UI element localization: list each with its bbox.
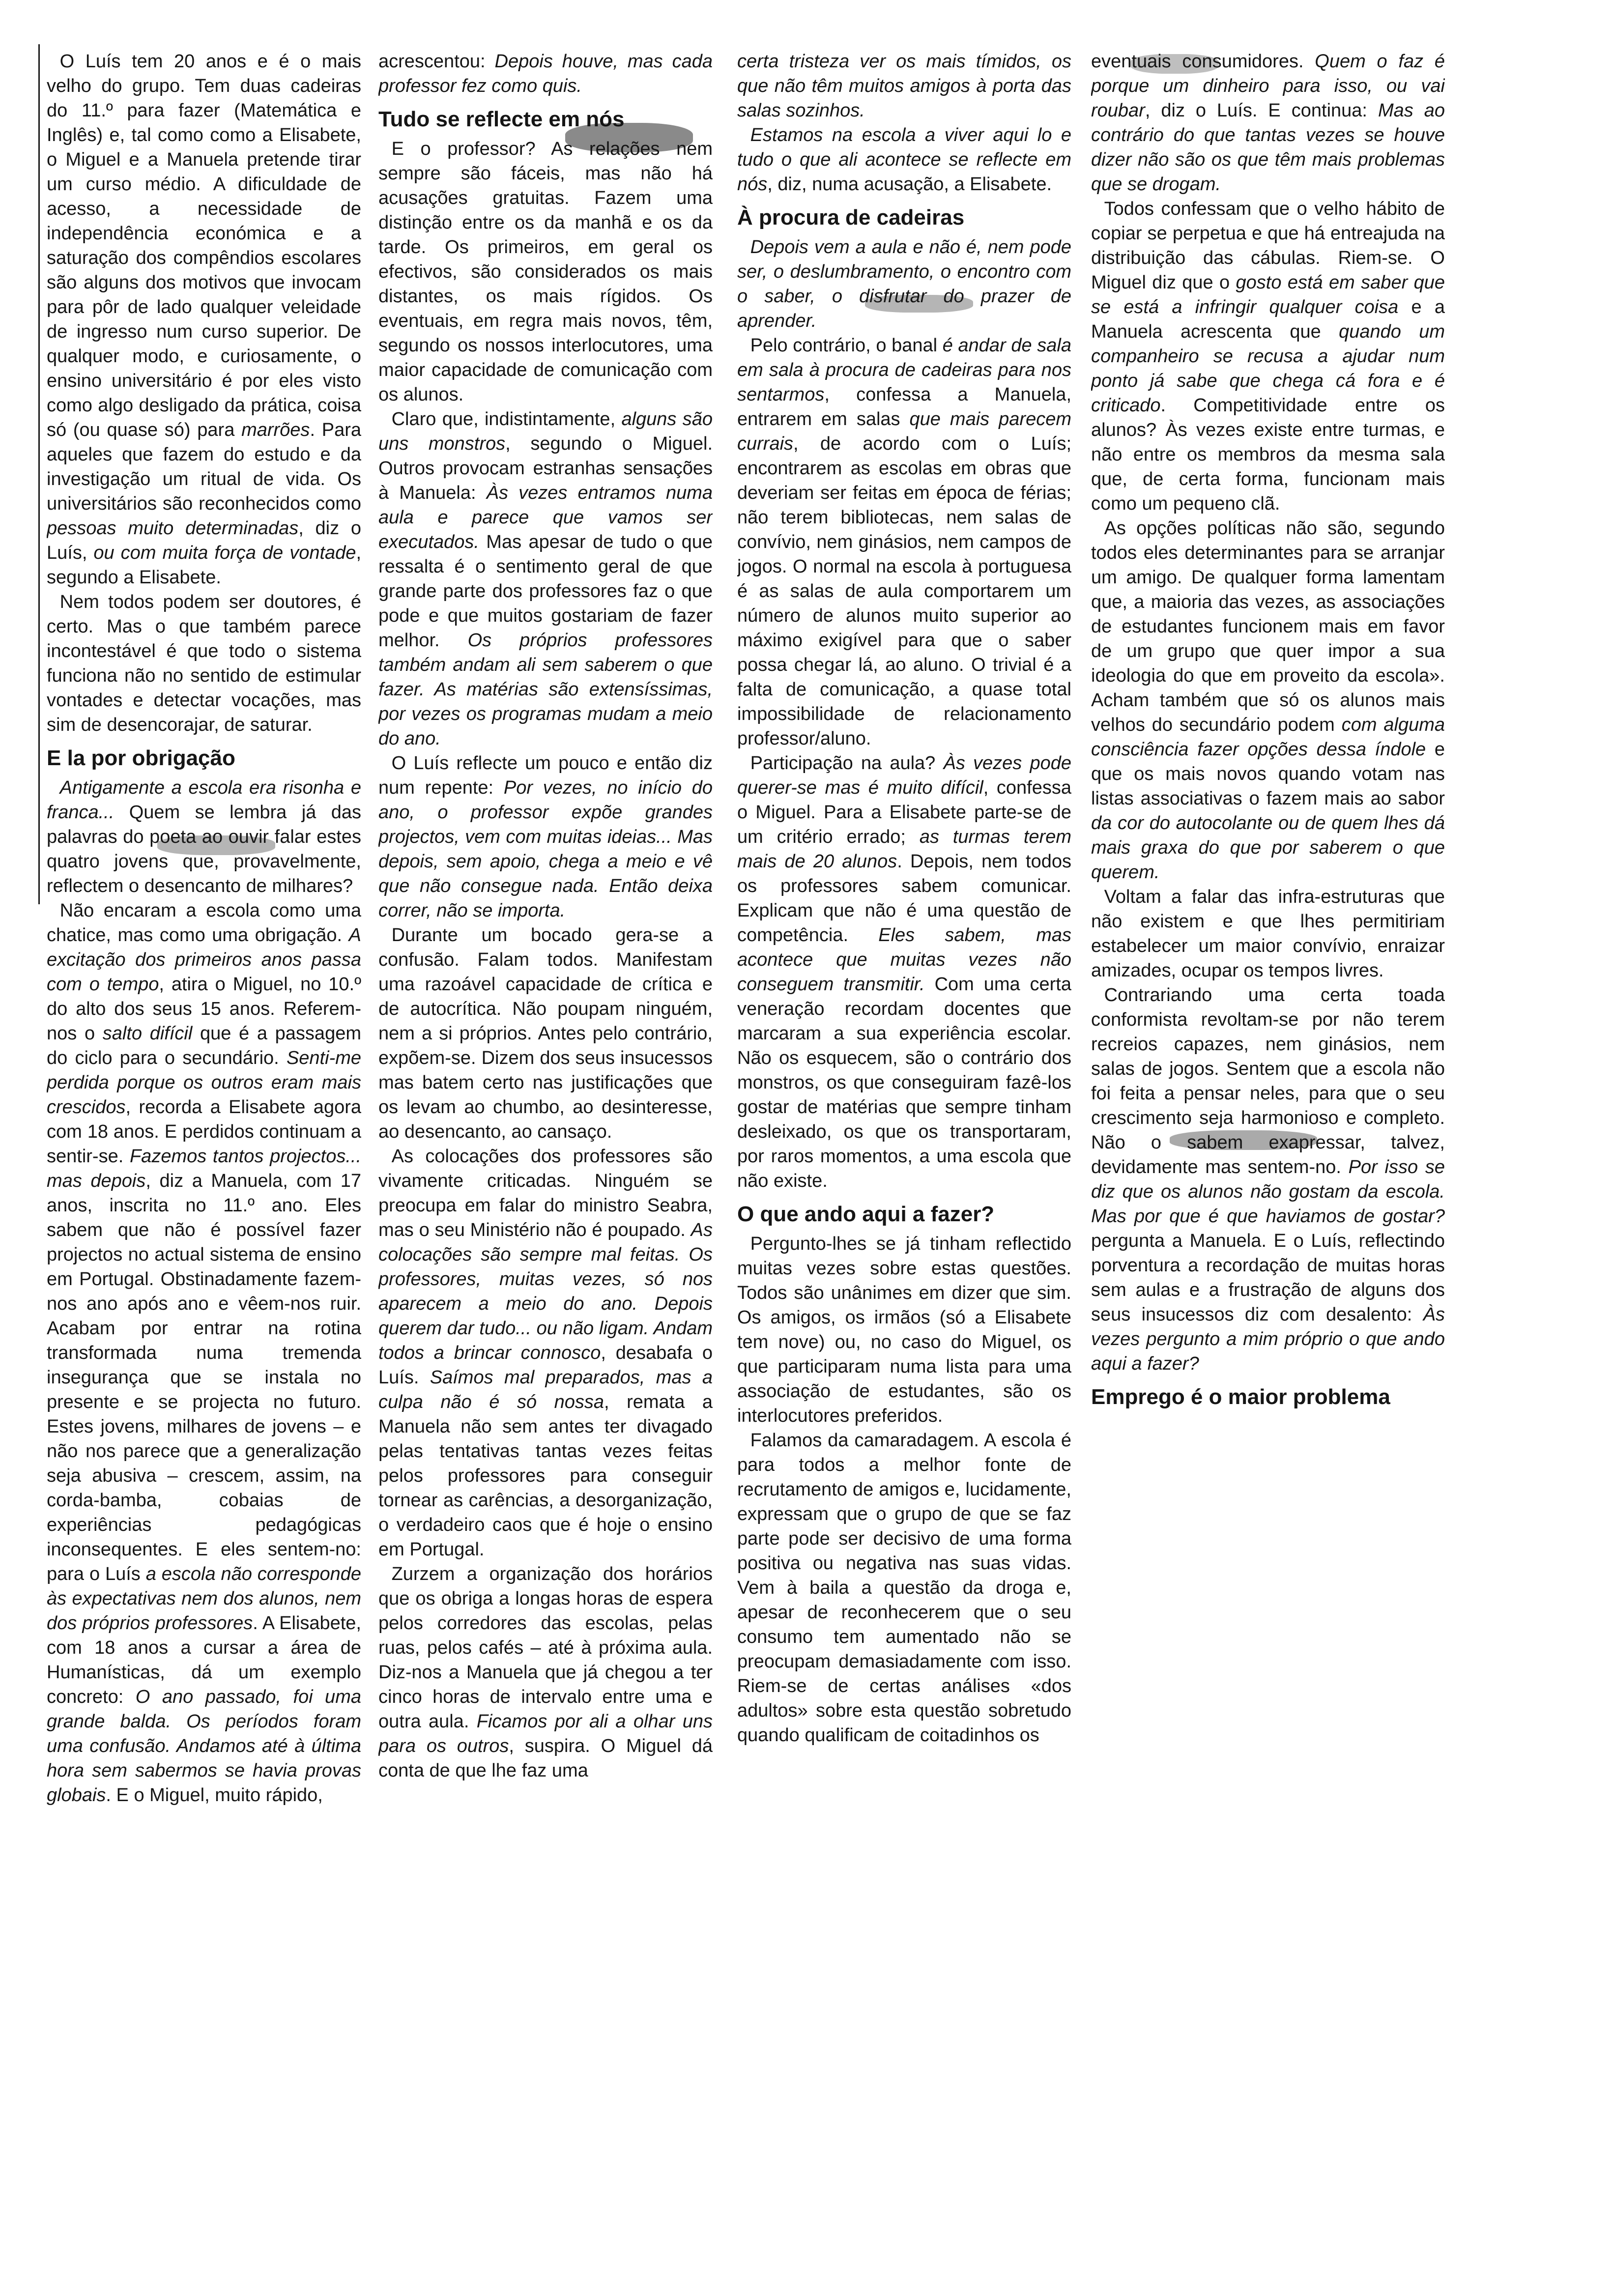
paragraph: Durante um bocado gera-se a confusão. Falam todos. Manifestam uma razoável capacidade de crítica e de autocrítica. Não poupam ninguém, nem a si próprios. Antes pelo contrário, expõem-se. Dizem dos seus insucessos mas batem certo nas justificações que os levam ao chumbo, ao desinteresse, ao desencanto, ao cansaço. xyxy=(378,925,713,1142)
paragraph: Pelo contrário, o banal é andar de sala em sala à procura de cadeiras para nos sentarmos, confessa a Manuela, entrarem em salas que mais parecem currais, de acordo com o Luís; encontrarem as escolas em obras que deveriam ser feitas em época de férias; não terem bibliotecas, nem salas de convívio, nem ginásios, nem campos de jogos. O normal na escola à portuguesa é as salas de aula comportarem um número de alunos muito superior ao máximo exigível para que o saber possa chegar lá, ao aluno. O trivial é a falta de comunicação, a quase total impossibilidade de relacionamento professor/aluno. xyxy=(737,335,1071,749)
paragraph: Contrariando uma certa toada conformista revoltam-se por não terem recreios capazes, nem ginásios, nem salas de jogos. Sentem que a escola não foi feita a pensar neles, para que o seu crescimento seja harmonioso e completo. Não o sabem exapressar, talvez, devidamente mas sentem-no. Por isso se diz que os alunos não gostam da escola. Mas por que é que haviamos de gostar? pergunta a Manuela. E o Luís, reflectindo porventura a recordação de muitas horas sem aulas e a frustração de alguns dos seus insucessos diz com desalento: Às vezes pergunto a mim próprio o que ando aqui a fazer? xyxy=(1091,985,1445,1374)
column-3 xyxy=(737,49,1071,2133)
paragraph: O Luís reflecte um pouco e então diz num repente: Por vezes, no início do ano, o professor expõe grandes projectos, vem com muitas ideias... Mas depois, sem apoio, chega a meio e vê que não consegue nada. Então deixa correr, não se importa. xyxy=(378,753,713,921)
paragraph: certa tristeza ver os mais tímidos, os que não têm muitos amigos à porta das salas sozinhos. xyxy=(737,51,1071,121)
paragraph: As colocações dos professores são vivamente criticadas. Ninguém se preocupa em falar do ministro Seabra, mas o seu Ministério não é poupado. As colocações são sempre mal feitas. Os professores, muitas vezes, só nos aparecem a meio do ano. Depois querem dar tudo... ou não ligam. Andam todos a brincar connosco, desabafa o Luís. Saímos mal preparados, mas a culpa não é só nossa, remata a Manuela não sem antes ter divagado pelas tentativas tantas vezes feitas pelos professores para conseguir tornear as carências, a desorganização, o verdadeiro caos que é hoje o ensino em Portugal. xyxy=(378,1146,713,1560)
paragraph: Zurzem a organização dos horários que os obriga a longas horas de espera pelos corredores das escolas, pelas ruas, pelos cafés – até à próxima aula. Diz-nos a Manuela que já chegou a ter cinco horas de intervalo entre uma e outra aula. Ficamos por ali a olhar uns para os outros, suspira. O Miguel dá conta de que lhe faz uma xyxy=(378,1564,713,1781)
paragraph: Participação na aula? Às vezes pode querer-se mas é muito difícil, confessa o Miguel. Para a Elisabete parte-se de um critério errado; as turmas terem mais de 20 alunos. Depois, nem todos os professores sabem comunicar. Explicam que não é uma questão de competência. Eles sabem, mas acontece que muitas vezes não conseguem transmitir. Com uma certa veneração recordam docentes que marcaram a sua experiência escolar. Não os esquecem, são o contrário dos monstros, os que conseguiram fazê-los gostar de matérias que sempre tinham desleixado, os que os transportaram, por raros momentos, a uma escola que não existe. xyxy=(737,753,1071,1191)
section-heading: À procura de cadeiras xyxy=(737,205,965,230)
paragraph: Antigamente a escola era risonha e franca... Quem se lembra já das palavras do poeta ao ouvir falar estes quatro jovens que, provavelmente, reflectem o desencanto de milhares? xyxy=(47,777,361,896)
paragraph: Nem todos podem ser doutores, é certo. Mas o que também parece incontestável é que todo o sistema funciona não no sentido de estimular vontades e detectar vocações, mas sim de desencorajar, de saturar. xyxy=(47,592,361,735)
column-2 xyxy=(378,49,713,1976)
left-margin-rule xyxy=(38,44,40,904)
section-heading: E la por obrigação xyxy=(47,746,235,770)
section-heading: Emprego é o maior problema xyxy=(1091,1385,1390,1409)
paragraph: E o professor? As relações nem sempre são fáceis, mas não há acusações gratuitas. Fazem uma distinção entre os da manhã e os da tarde. Os primeiros, em geral os efectivos, são considerados os mais distantes, os mais rígidos. Os eventuais, em regra mais novos, têm, segundo os nossos interlocutores, uma maior capacidade de comunicação com os alunos. xyxy=(378,139,713,405)
paragraph: Estamos na escola a viver aqui lo e tudo o que ali acontece se reflecte em nós, diz, numa acusação, a Elisabete. xyxy=(737,125,1071,195)
paragraph: Depois vem a aula e não é, nem pode ser, o deslumbramento, o encontro com o saber, o disfrutar do prazer de aprender. xyxy=(737,237,1071,331)
paragraph: Voltam a falar das infra-estruturas que não existem e que lhes permitiriam estabelecer um maior convívio, enraizar amizades, ocupar os tempos livres. xyxy=(1091,887,1445,981)
paragraph: acrescentou: Depois houve, mas cada professor fez como quis. xyxy=(378,51,713,96)
section-heading: O que ando aqui a fazer? xyxy=(737,1202,995,1226)
section-heading: Tudo se reflecte em nós xyxy=(378,107,625,131)
paragraph: Claro que, indistintamente, alguns são uns monstros, segundo o Miguel. Outros provocam estranhas sensações à Manuela: Às vezes entramos numa aula e parece que vamos ser executados. Mas apesar de tudo o que ressalta é o sentimento geral de que grande parte dos professores faz o que pode e que muitos gostariam de fazer melhor. Os próprios professores também andam ali sem saberem o que fazer. As matérias são extensíssimas, por vezes os programas mudam a meio do ano. xyxy=(378,409,713,749)
paragraph: As opções políticas não são, segundo todos eles determinantes para se arranjar um amigo. De qualquer forma lamentam que, a maioria das vezes, as associações de estudantes funcionem mais em favor de um grupo que quer impor a sua ideologia do que em proveito da escola». Acham também que só os alunos mais velhos do secundário podem com alguma consciência fazer opções dessa índole e que os mais novos quando votam nas listas associativas o fazem mais ao sabor da cor do autocolante ou de quem lhes dá mais graxa do que por saberem o que querem. xyxy=(1091,518,1445,883)
paragraph: Falamos da camaradagem. A escola é para todos a melhor fonte de recrutamento de amigos e, lucidamente, expressam que o grupo de que se faz parte pode ser decisivo de uma forma positiva ou negativa nas suas vidas. Vem à baila a questão da droga e, apesar de reconhecerem que o seu consumo tem aumentado não se preocupam demasiadamente com isso. Riem-se de certas análises «dos adultos» sobre esta questão sobretudo quando qualificam de coitadinhos os xyxy=(737,1430,1071,1746)
column-4 xyxy=(1091,49,1445,1799)
column-1 xyxy=(47,49,361,1838)
paragraph: Pergunto-lhes se já tinham reflectido muitas vezes sobre estas questões. Todos são unânimes em dizer que sim. Os amigos, os irmãos (só a Elisabete tem nove) ou, no caso do Miguel, os que participaram numa lista para uma associação de estudantes, são os interlocutores preferidos. xyxy=(737,1234,1071,1426)
paragraph: Não encaram a escola como uma chatice, mas como uma obrigação. A excitação dos primeiros anos passa com o tempo, atira o Miguel, no 10.º do alto dos seus 15 anos. Referem-nos o salto difícil que é a passagem do ciclo para o secundário. Senti-me perdida porque os outros eram mais crescidos, recorda a Elisabete agora com 18 anos. E perdidos continuam a sentir-se. Fazemos tantos projectos... mas depois, diz a Manuela, com 17 anos, inscrita no 11.º ano. Eles sabem que não é possível fazer projectos no actual sistema de ensino em Portugal. Obstinadamente fazem-nos ano após ano e vêem-nos ruir. Acabam por entrar na rotina transformada numa tremenda insegurança que se instala no presente e se projecta no futuro. Estes jovens, milhares de jovens – e não nos parece que a generalização seja abusiva – crescem, assim, na corda-bamba, cobaias de experiências pedagógicas inconsequentes. E eles sentem-no: para o Luís a escola não corresponde às expectativas nem dos alunos, nem dos próprios professores. A Elisabete, com 18 anos a cursar a área de Humanísticas, dá um exemplo concreto: O ano passado, foi uma grande balda. Os períodos foram uma confusão. Andamos até à última hora sem sabermos se havia provas globais. E o Miguel, muito rápido, xyxy=(47,900,361,1806)
paragraph: O Luís tem 20 anos e é o mais velho do grupo. Tem duas cadeiras do 11.º para fazer (Matemática e Inglês) e, tal como como a Elisabete, o Miguel e a Manuela pretende tirar um curso médio. A dificuldade de acesso, a necessidade de independência económica e a saturação dos compêndios escolares são alguns dos motivos que invocam para pôr de lado qualquer veleidade de ingresso num curso superior. De qualquer modo, e curiosamente, o ensino universitário é por eles visto como algo desligado da prática, coisa só (ou quase só) para marrões. Para aqueles que fazem do estudo e da investigação um ritual de vida. Os universitários são reconhecidos como pessoas muito determinadas, diz o Luís, ou com muita força de vontade, segundo a Elisabete. xyxy=(47,51,361,588)
paragraph: Todos confessam que o velho hábito de copiar se perpetua e que há entreajuda na distribuição das cábulas. Riem-se. O Miguel diz que o gosto está em saber que se está a infringir qualquer coisa e a Manuela acrescenta que quando um companheiro se recusa a ajudar num ponto já sabe que chega cá fora e é criticado. Competitividade entre os alunos? Às vezes existe entre turmas, e não entre os membros da mesma sala que, de certa forma, funcionam mais como um pequeno clã. xyxy=(1091,199,1445,514)
paragraph: eventuais consumidores. Quem o faz é porque um dinheiro para isso, ou vai roubar, diz o Luís. E continua: Mas ao contrário do que tantas vezes se houve dizer não são os que têm mais problemas que se drogam. xyxy=(1091,51,1445,195)
